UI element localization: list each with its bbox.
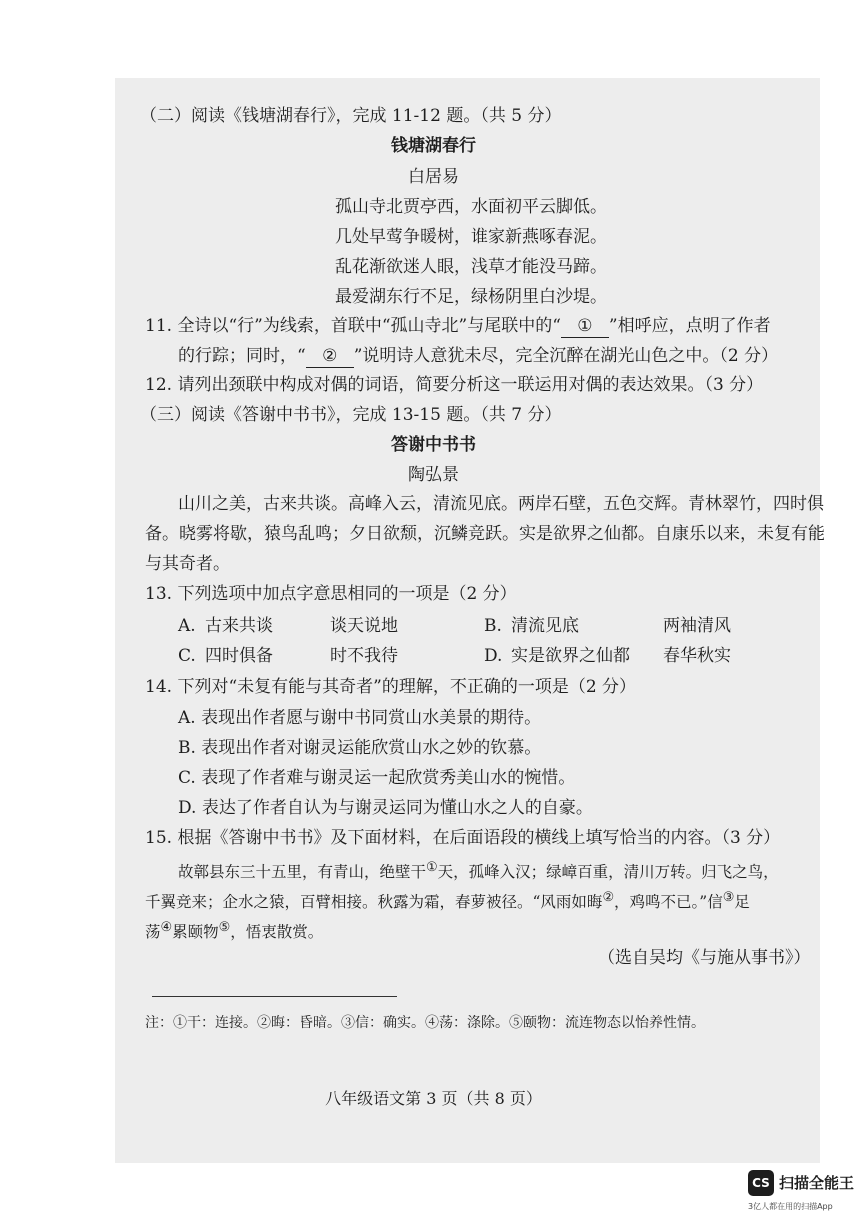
q13-option-a-label: A. [178,616,196,636]
q11-blank-2: ② [306,345,354,368]
q14-option-c: C. 表现了作者难与谢灵运一起欣赏秀美山水的惋惜。 [178,768,576,788]
material-1a: 故鄣县东三十五里，有青山，绝壁干 [178,863,427,882]
question-14-stem: 14. 下列对“未复有能与其奇者”的理解，不正确的一项是（2 分） [145,677,637,697]
q13-option-c-label: C. [178,646,196,666]
q11-text-c: 的行踪；同时，“ [178,346,306,366]
footnote-divider [152,996,397,997]
section2-heading: （二）阅读《钱塘湖春行》，完成 11-12 题。（共 5 分） [140,106,562,126]
material-line-1 [178,857,779,883]
footnote-4: ④ [160,920,173,935]
scanner-watermark [748,1170,864,1214]
q11-text-b: ”相呼应，点明了作者 [608,316,771,336]
material-source: （选自吴均《与施从事书》） [598,948,811,968]
question-11-line-1 [145,315,771,338]
material-3c: ，悟衷散赏。 [230,923,324,942]
q13-option-b-word2: 两袖清风 [663,616,731,636]
q13-option-d-word2: 春华秋实 [663,646,731,666]
material-2a: 千翼竞来；企水之猿，百臂相接。秋露为霜，春萝被径。“风雨如晦 [145,893,603,912]
material-notes: 注：①干：连接。②晦：昏暗。③信：确实。④荡：涤除。⑤颐物：流连物态以怡养性情。 [145,1015,705,1031]
passage-author: 陶弘景 [408,465,459,485]
question-12: 12. 请列出颈联中构成对偶的词语，简要分析这一联运用对偶的表达效果。（3 分） [145,375,764,395]
poem-line-1: 孤山寺北贾亭西，水面初平云脚低。 [335,197,607,217]
poem-line-4: 最爱湖东行不足，绿杨阴里白沙堤。 [335,287,607,307]
footnote-2: ② [602,890,615,905]
q14-option-a: A. 表现出作者愿与谢中书同赏山水美景的期待。 [178,708,542,728]
q13-option-b-label: B. [484,616,502,636]
passage-line-3: 与其奇者。 [145,554,230,574]
section3-heading: （三）阅读《答谢中书书》，完成 13-15 题。（共 7 分） [140,405,562,425]
q14-option-b: B. 表现出作者对谢灵运能欣赏山水之妙的钦慕。 [178,738,542,758]
q11-text-d: ”说明诗人意犹未尽，完全沉醉在湖光山色之中。（2 分） [353,346,779,366]
poem-author: 白居易 [408,167,459,187]
q13-option-d-word1: 实是欲界之仙都 [511,646,630,666]
footnote-5: ⑤ [218,920,231,935]
footnote-3: ③ [722,890,735,905]
scanner-app-name: 扫描全能王 [779,1174,855,1192]
q13-option-a-word2: 谈天说地 [330,616,398,636]
material-2b: ，鸡鸣不已。”信 [614,893,723,912]
question-15-stem: 15. 根据《答谢中书书》及下面材料，在后面语段的横线上填写恰当的内容。（3 分） [145,828,781,848]
passage-title: 答谢中书书 [391,435,476,455]
q13-option-d-label: D. [484,646,503,666]
scanner-slogan: 3亿人都在用的扫描App [748,1202,833,1211]
q11-text-a: 11. 全诗以“行”为线索，首联中“孤山寺北”与尾联中的“ [145,316,561,336]
q13-option-b-word1: 清流见底 [511,616,579,636]
q13-option-a-word1: 古来共谈 [205,616,273,636]
material-3a: 荡 [145,923,161,942]
passage-line-2: 备。晓雾将歇，猿鸟乱鸣；夕日欲颓，沉鳞竞跃。实是欲界之仙都。自康乐以来，未复有能 [145,524,825,544]
q13-option-c-word2: 时不我待 [330,646,398,666]
q11-blank-1: ① [561,315,609,338]
material-2c: 足 [734,893,750,912]
poem-line-2: 几处早莺争暖树，谁家新燕啄春泥。 [335,227,607,247]
material-3b: 累颐物 [172,923,219,942]
material-1b: 天，孤峰入汉；绿嶂百重，清川万转。归飞之鸟， [437,863,779,882]
question-13-stem: 13. 下列选项中加点字意思相同的一项是（2 分） [145,584,517,604]
poem-title: 钱塘湖春行 [391,136,476,156]
poem-line-3: 乱花渐欲迷人眼，浅草才能没马蹄。 [335,257,607,277]
question-11-line-2 [178,345,778,368]
footnote-1: ① [426,860,438,875]
page-footer: 八年级语文第 3 页（共 8 页） [325,1089,542,1108]
q13-option-c-word1: 四时俱备 [205,646,273,666]
q14-option-d: D. 表达了作者自认为与谢灵运同为懂山水之人的自豪。 [178,798,593,818]
material-line-3 [145,917,323,943]
passage-line-1: 山川之美，古来共谈。高峰入云，清流见底。两岸石壁，五色交辉。青林翠竹，四时俱 [178,494,824,514]
scanner-logo-icon: CS [748,1170,774,1196]
material-line-2 [145,887,750,913]
